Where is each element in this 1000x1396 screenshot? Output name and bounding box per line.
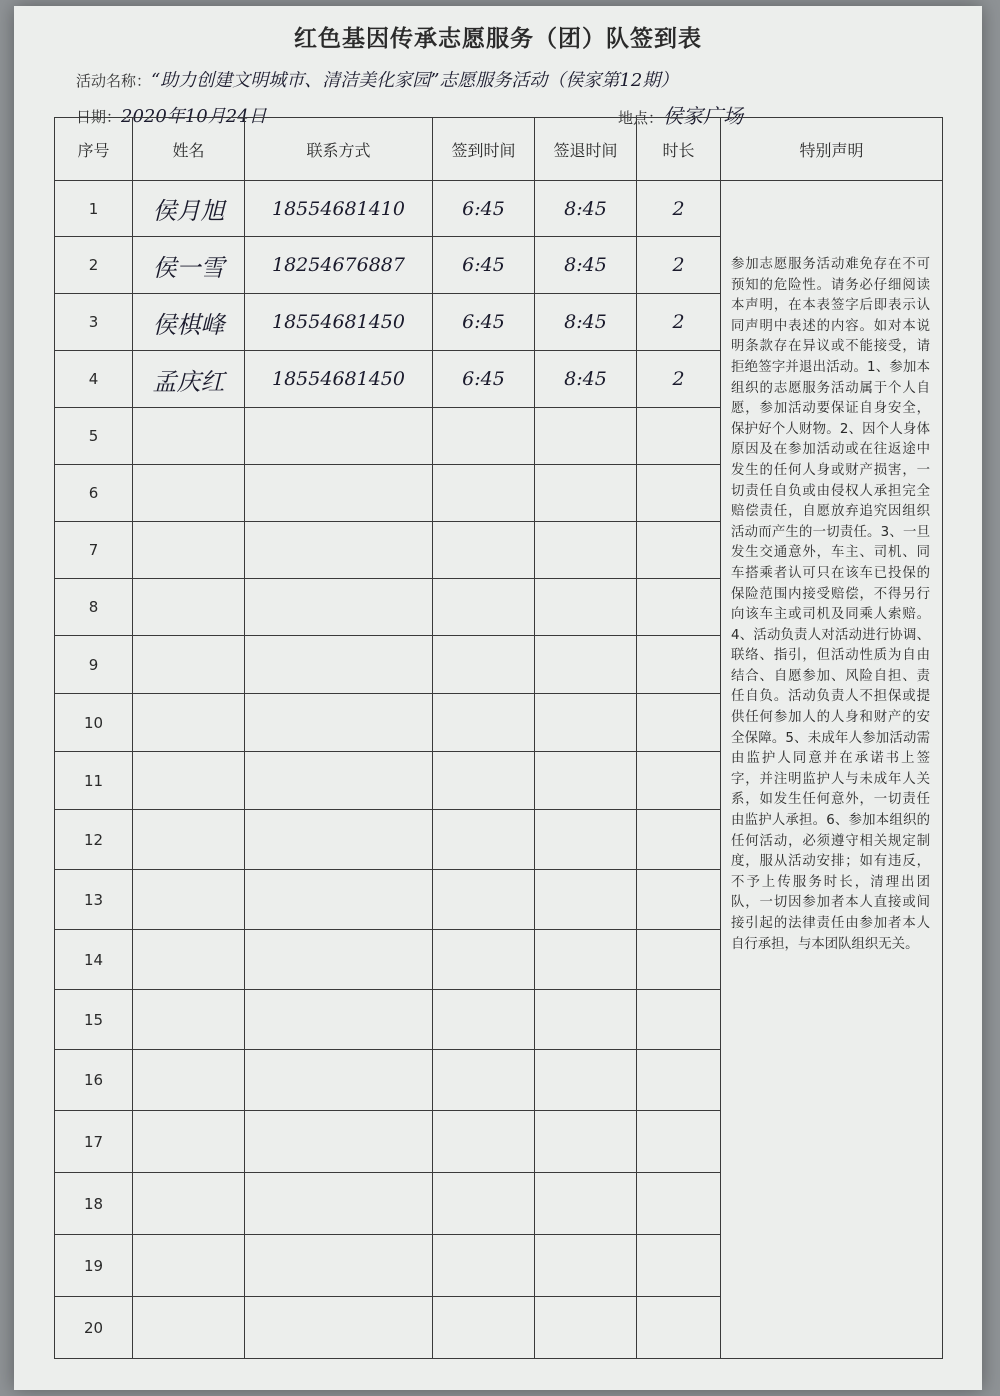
phone-cell: 18554681450: [245, 351, 433, 408]
name-cell: [133, 1297, 245, 1359]
hours-cell: [637, 1050, 721, 1111]
phone-cell: [245, 870, 433, 930]
checkin-cell: [433, 810, 535, 870]
hours-cell: [637, 465, 721, 522]
checkout-cell: [535, 465, 637, 522]
name-cell: 孟庆红: [133, 351, 245, 408]
hours-cell: 2: [637, 351, 721, 408]
name-cell: [133, 465, 245, 522]
phone-cell: 18554681410: [245, 181, 433, 237]
checkout-cell: [535, 870, 637, 930]
name-cell: [133, 1173, 245, 1235]
name-cell: [133, 990, 245, 1050]
name-cell: [133, 522, 245, 579]
hours-cell: [637, 870, 721, 930]
header-hours: 时长: [637, 118, 721, 181]
special-statement: 参加志愿服务活动难免存在不可预知的危险性。请务必仔细阅读本声明，在本表签字后即表示认同声明中表述的内容。如对本说明条款存在异议或不能接受，请拒绝签字并退出活动。1、参加本组织的志愿服务活动属于个人自愿，参加活动要保证自身安全，保护好个人财物。2、因个人身体原因及在参加活动或在往返途中发生的任何人身或财产损害，一切责任自负或由侵权人承担完全赔偿责任，自愿放弃追究因组织活动而产生的一切责任。3、一旦发生交通意外，车主、司机、同车搭乘者认可只在该车已投保的保险范围内接受赔偿，不得另行向该车主或司机及同乘人索赔。4、活动负责人对活动进行协调、联络、指引，但活动性质为自由结合、自愿参加、风险自担、责任自负。活动负责人不担保或提供任何参加人的人身和财产的安全保障。5、未成年人参加活动需由监护人同意并在承诺书上签字，并注明监护人与未成年人关系，如发生任何意外，一切责任由监护人承担。6、参加本组织的任何活动，必须遵守相关规定制度，服从活动安排；如有违反，不予上传服务时长，清理出团队，一切因参加者本人直接或间接引起的法律责任由参加者本人自行承担，与本团队组织无关。: [721, 181, 943, 1359]
checkout-cell: [535, 930, 637, 990]
row-number: 5: [55, 408, 133, 465]
row-number: 11: [55, 752, 133, 810]
row-number: 1: [55, 181, 133, 237]
header-checkin: 签到时间: [433, 118, 535, 181]
hours-cell: [637, 522, 721, 579]
table-header-row: [55, 118, 943, 181]
checkin-cell: [433, 694, 535, 752]
checkin-cell: [433, 522, 535, 579]
hours-cell: [637, 752, 721, 810]
hours-cell: [637, 990, 721, 1050]
hours-cell: [637, 930, 721, 990]
checkout-cell: [535, 1111, 637, 1173]
checkin-cell: 6:45: [433, 181, 535, 237]
row-number: 20: [55, 1297, 133, 1359]
checkout-cell: 8:45: [535, 237, 637, 294]
name-cell: [133, 579, 245, 636]
row-number: 3: [55, 294, 133, 351]
name-cell: 侯棋峰: [133, 294, 245, 351]
hours-cell: [637, 1173, 721, 1235]
name-cell: [133, 1235, 245, 1297]
table-row: [55, 181, 943, 237]
row-number: 15: [55, 990, 133, 1050]
activity-label: 活动名称：: [76, 72, 152, 90]
place-label: 地点：: [618, 109, 664, 127]
checkout-cell: [535, 579, 637, 636]
phone-cell: [245, 694, 433, 752]
phone-cell: [245, 636, 433, 694]
hours-cell: [637, 694, 721, 752]
checkin-cell: 6:45: [433, 351, 535, 408]
checkin-cell: [433, 990, 535, 1050]
row-number: 16: [55, 1050, 133, 1111]
hours-cell: 2: [637, 237, 721, 294]
checkout-cell: 8:45: [535, 181, 637, 237]
checkout-cell: [535, 1173, 637, 1235]
header-no: 序号: [55, 118, 133, 181]
phone-cell: [245, 1173, 433, 1235]
date-value: 2020年10月24日: [121, 106, 267, 127]
checkout-cell: [535, 990, 637, 1050]
header-checkout: 签退时间: [535, 118, 637, 181]
row-number: 6: [55, 465, 133, 522]
row-number: 9: [55, 636, 133, 694]
checkin-cell: [433, 1050, 535, 1111]
checkin-cell: [433, 930, 535, 990]
header-phone: 联系方式: [245, 118, 433, 181]
checkin-cell: 6:45: [433, 294, 535, 351]
checkin-cell: [433, 1173, 535, 1235]
hours-cell: [637, 1297, 721, 1359]
checkout-cell: [535, 694, 637, 752]
name-cell: [133, 1050, 245, 1111]
name-cell: [133, 694, 245, 752]
checkin-cell: [433, 870, 535, 930]
checkin-cell: [433, 408, 535, 465]
checkout-cell: 8:45: [535, 351, 637, 408]
checkin-cell: [433, 636, 535, 694]
hours-cell: [637, 810, 721, 870]
row-number: 7: [55, 522, 133, 579]
sheet-title: 红色基因传承志愿服务（团）队签到表: [294, 26, 702, 52]
checkin-cell: [433, 465, 535, 522]
phone-cell: [245, 990, 433, 1050]
phone-cell: [245, 930, 433, 990]
checkin-cell: [433, 1111, 535, 1173]
attendance-table: [54, 117, 943, 1359]
name-cell: [133, 636, 245, 694]
phone-cell: [245, 810, 433, 870]
row-number: 2: [55, 237, 133, 294]
checkout-cell: [535, 636, 637, 694]
row-number: 13: [55, 870, 133, 930]
phone-cell: 18254676887: [245, 237, 433, 294]
phone-cell: [245, 1235, 433, 1297]
header-statement: 特别声明: [721, 118, 943, 181]
place-value: 侯家广场: [663, 104, 744, 128]
hours-cell: [637, 1235, 721, 1297]
activity-line: [76, 66, 678, 92]
hours-cell: [637, 1111, 721, 1173]
phone-cell: [245, 1297, 433, 1359]
name-cell: [133, 1111, 245, 1173]
phone-cell: 18554681450: [245, 294, 433, 351]
hours-cell: [637, 408, 721, 465]
checkout-cell: [535, 752, 637, 810]
name-cell: [133, 810, 245, 870]
checkout-cell: [535, 522, 637, 579]
phone-cell: [245, 408, 433, 465]
name-cell: [133, 408, 245, 465]
row-number: 14: [55, 930, 133, 990]
hours-cell: [637, 579, 721, 636]
hours-cell: 2: [637, 294, 721, 351]
row-number: 10: [55, 694, 133, 752]
row-number: 12: [55, 810, 133, 870]
checkout-cell: [535, 810, 637, 870]
activity-value: “助力创建文明城市、清洁美化家园”志愿服务活动（侯家第12期）: [151, 70, 679, 91]
row-number: 19: [55, 1235, 133, 1297]
phone-cell: [245, 465, 433, 522]
phone-cell: [245, 1050, 433, 1111]
header-name: 姓名: [133, 118, 245, 181]
name-cell: [133, 930, 245, 990]
checkin-cell: 6:45: [433, 237, 535, 294]
checkin-cell: [433, 1235, 535, 1297]
checkout-cell: [535, 1297, 637, 1359]
checkout-cell: 8:45: [535, 294, 637, 351]
row-number: 17: [55, 1111, 133, 1173]
row-number: 8: [55, 579, 133, 636]
phone-cell: [245, 1111, 433, 1173]
name-cell: 侯月旭: [133, 181, 245, 237]
phone-cell: [245, 752, 433, 810]
checkout-cell: [535, 408, 637, 465]
checkin-cell: [433, 1297, 535, 1359]
date-label: 日期：: [76, 108, 122, 126]
phone-cell: [245, 522, 433, 579]
phone-cell: [245, 579, 433, 636]
name-cell: 侯一雪: [133, 237, 245, 294]
hours-cell: 2: [637, 181, 721, 237]
row-number: 4: [55, 351, 133, 408]
row-number: 18: [55, 1173, 133, 1235]
name-cell: [133, 752, 245, 810]
hours-cell: [637, 636, 721, 694]
checkout-cell: [535, 1235, 637, 1297]
checkout-cell: [535, 1050, 637, 1111]
name-cell: [133, 870, 245, 930]
checkin-cell: [433, 752, 535, 810]
checkin-cell: [433, 579, 535, 636]
